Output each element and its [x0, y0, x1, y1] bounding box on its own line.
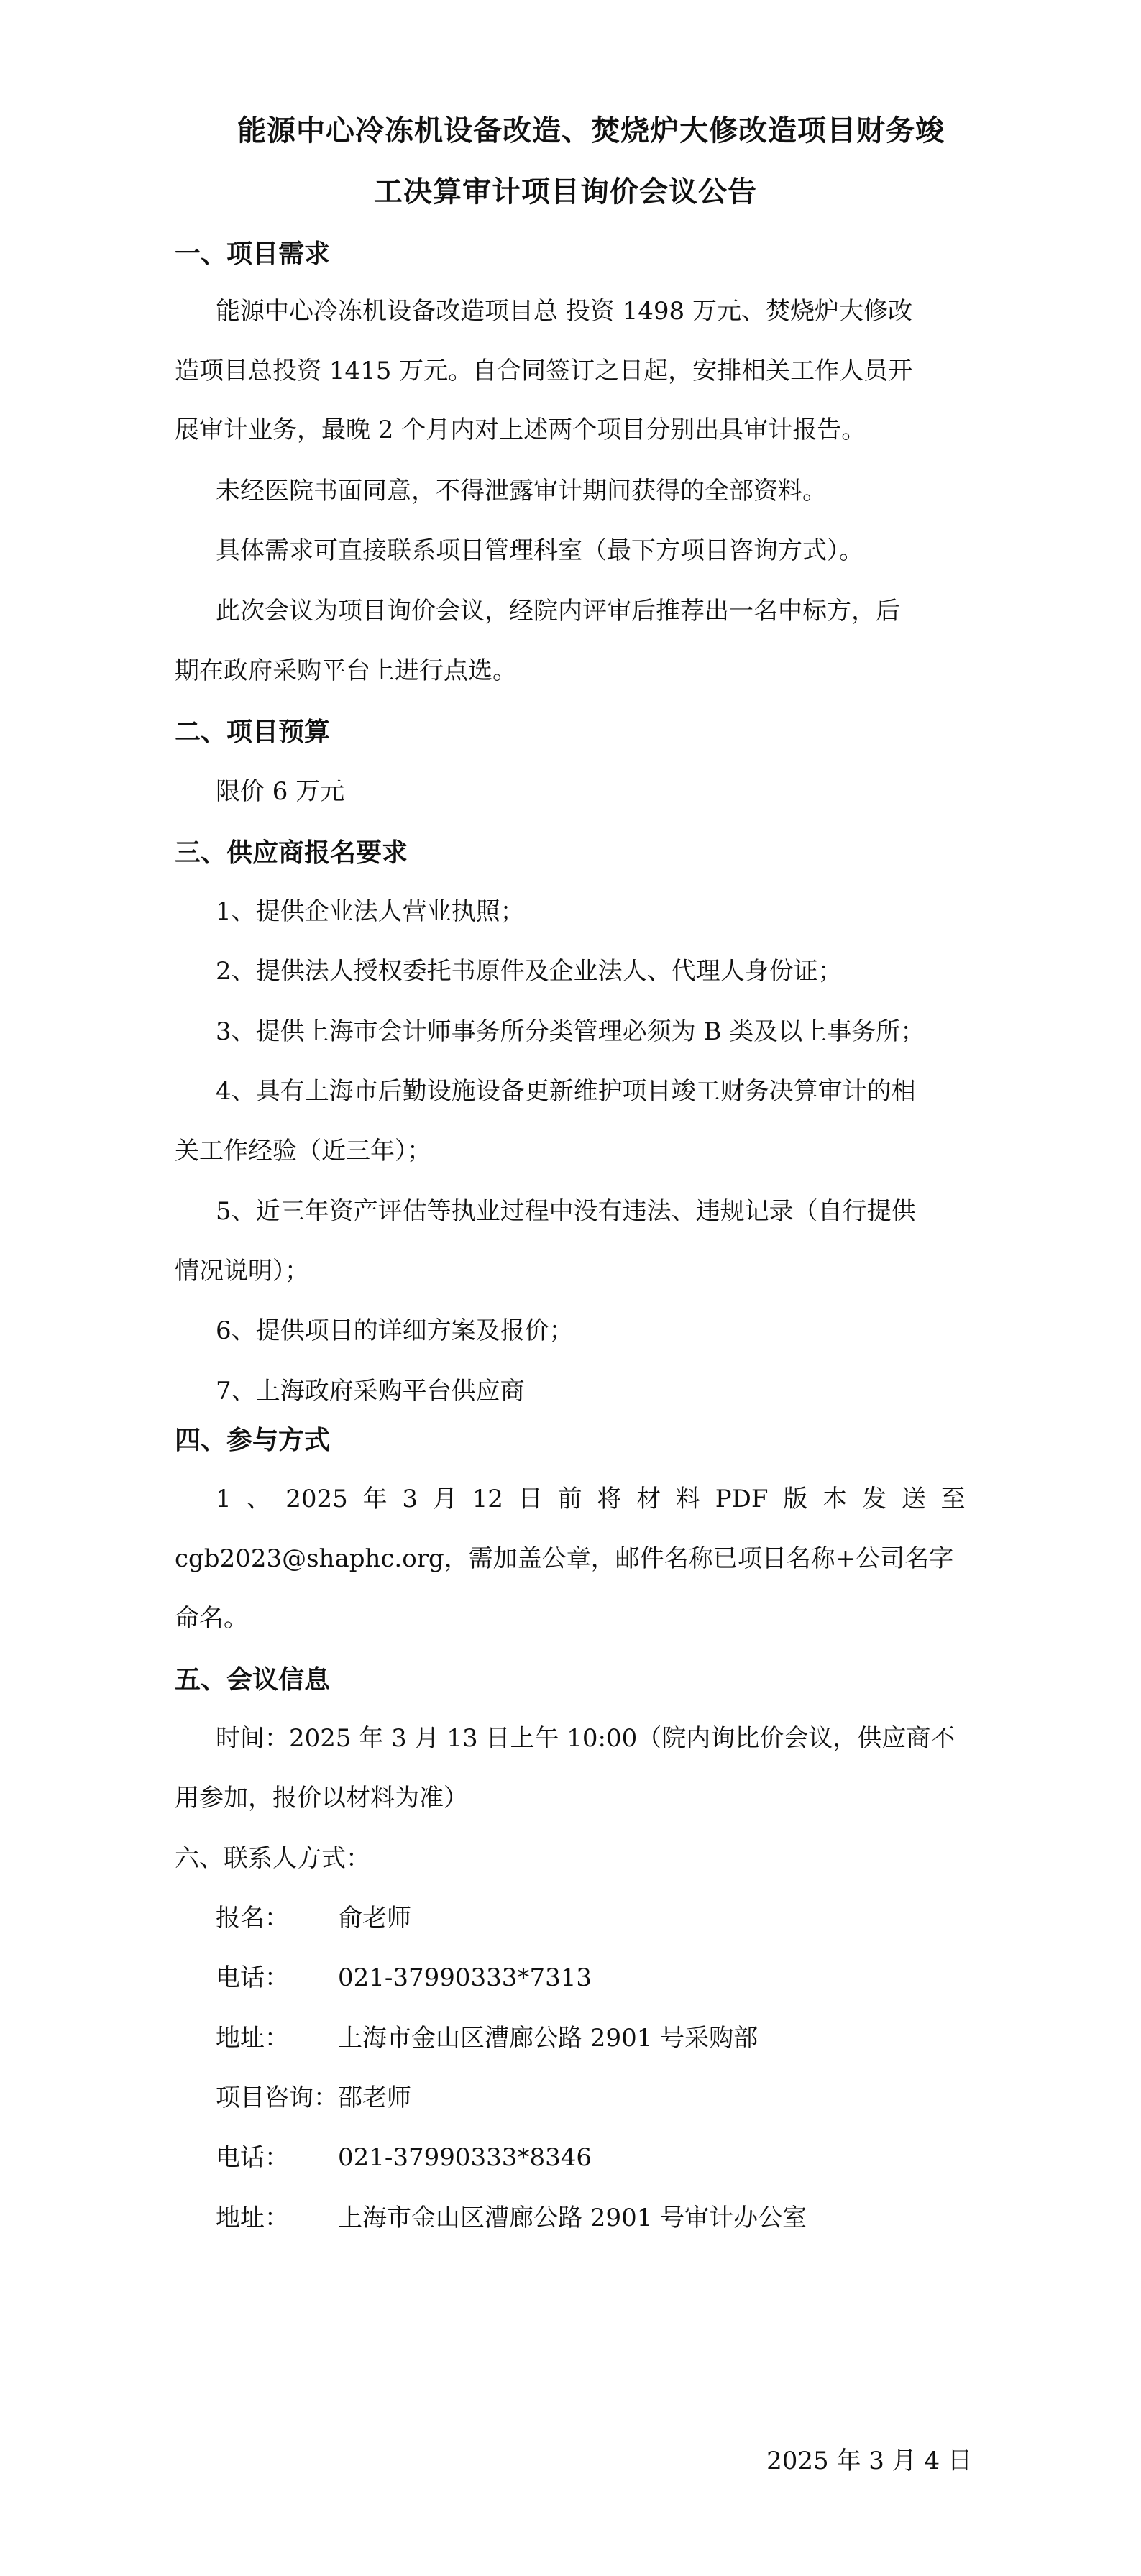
section-heading-supplier-requirements: 三、供应商报名要求	[175, 838, 408, 868]
requirement-item: 3、提供上海市会计师事务所分类管理必须为 B 类及以上事务所；	[216, 1017, 925, 1046]
contact-dept-paragraph: 具体需求可直接联系项目管理科室（最下方项目咨询方式）。	[216, 536, 863, 565]
participation-line: 命名。	[175, 1604, 248, 1633]
requirement-item: 1、提供企业法人营业执照；	[216, 897, 525, 926]
participation-line: cgb2023@shaphc.org，需加盖公章，邮件名称已项目名称+公司名字	[175, 1544, 954, 1573]
requirement-item: 2、提供法人授权委托书原件及企业法人、代理人身份证；	[216, 957, 843, 986]
requirement-item: 情况说明）；	[175, 1257, 309, 1285]
budget-limit: 限价 6 万元	[216, 777, 345, 806]
section-heading-participation: 四、参与方式	[175, 1425, 331, 1455]
meeting-time-line: 用参加，报价以材料为准）	[175, 1784, 468, 1812]
requirement-item: 关工作经验（近三年）；	[175, 1137, 431, 1165]
contact-value: 上海市金山区漕廊公路 2901 号采购部	[338, 2024, 759, 2053]
section-heading-budget: 二、项目预算	[175, 717, 331, 747]
requirement-item: 4、具有上海市后勤设施设备更新维护项目竣工财务决算审计的相	[216, 1077, 916, 1106]
requirements-paragraph-line: 展审计业务，最晚 2 个月内对上述两个项目分别出具审计报告。	[175, 416, 866, 444]
confidentiality-paragraph: 未经医院书面同意，不得泄露审计期间获得的全部资料。	[216, 477, 827, 505]
contact-phone-1	[216, 1958, 592, 1993]
section-heading-requirements: 一、项目需求	[175, 239, 331, 269]
requirements-paragraph-line: 能源中心冷冻机设备改造项目总 投资 1498 万元、焚烧炉大修改	[216, 297, 912, 326]
contact-value: 邵老师	[338, 2084, 411, 2112]
requirement-item: 6、提供项目的详细方案及报价；	[216, 1316, 574, 1345]
contact-label: 项目咨询：	[216, 2084, 338, 2112]
contact-value: 上海市金山区漕廊公路 2901 号审计办公室	[338, 2204, 807, 2232]
meeting-note-line: 期在政府采购平台上进行点选。	[175, 656, 517, 685]
contact-label: 电话：	[216, 2143, 289, 2172]
contact-label: 报名：	[216, 1904, 289, 1933]
contact-registration	[216, 1898, 411, 1933]
contact-value: 021-37990333*7313	[338, 1963, 592, 1992]
meeting-note-line: 此次会议为项目询价会议，经院内评审后推荐出一名中标方，后	[216, 597, 900, 625]
contact-value: 021-37990333*8346	[338, 2143, 592, 2172]
contact-address-1	[216, 2018, 758, 2053]
contact-label: 地址：	[216, 2204, 289, 2232]
contact-value: 俞老师	[338, 1904, 411, 1933]
section-heading-contacts: 六、联系人方式：	[175, 1844, 370, 1873]
section-heading-meeting-info: 五、会议信息	[175, 1664, 331, 1695]
announcement-date: 2025 年 3 月 4 日	[766, 2447, 972, 2475]
requirement-item: 5、近三年资产评估等执业过程中没有违法、违规记录（自行提供	[216, 1197, 916, 1226]
contact-label: 地址：	[216, 2024, 289, 2053]
contact-consultation	[216, 2078, 411, 2113]
requirement-item: 7、上海政府采购平台供应商	[216, 1377, 525, 1406]
participation-line: 1 、 2025 年 3 月 12 日 前 将 材 料 PDF 版 本 发 送 至	[216, 1485, 966, 1513]
contact-address-2	[216, 2198, 807, 2233]
contact-label: 电话：	[216, 1963, 289, 1992]
contact-phone-2	[216, 2137, 592, 2173]
meeting-time-line: 时间：2025 年 3 月 13 日上午 10:00（院内询比价会议，供应商不	[216, 1724, 956, 1753]
requirements-paragraph-line: 造项目总投资 1415 万元。自合同签订之日起，安排相关工作人员开	[175, 357, 913, 385]
title-line-1: 能源中心冷冻机设备改造、焚烧炉大修改造项目财务竣	[237, 114, 945, 147]
title-line-2: 工决算审计项目询价会议公告	[374, 175, 757, 208]
